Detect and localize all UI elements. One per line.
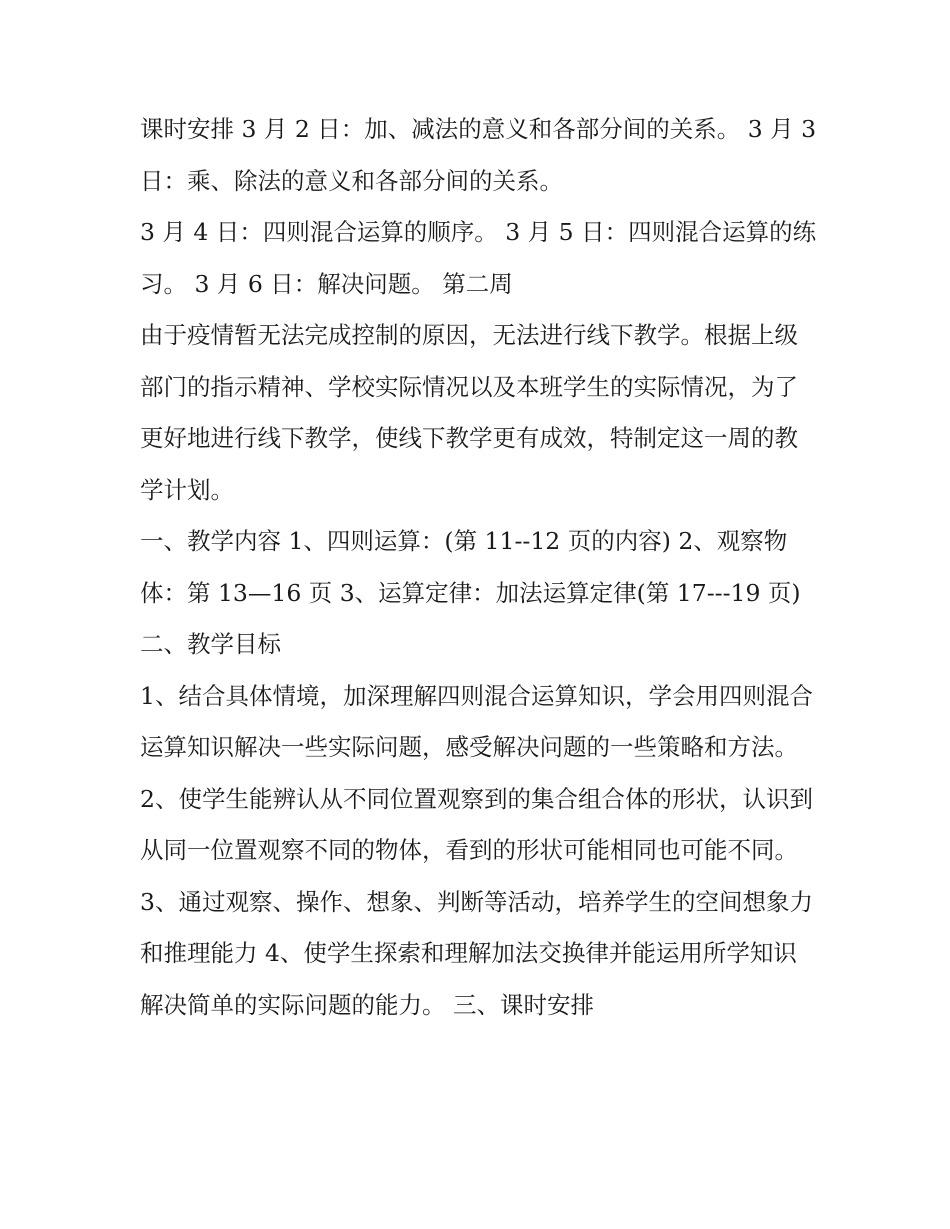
paragraph-schedule-week1: 课时安排 3 月 2 日：加、减法的意义和各部分间的关系。 3 月 3 日：乘、除法的意义和各部分间的关系。 (140, 115, 817, 195)
paragraph-goal-2: 2、使学生能辨认从不同位置观察到的集合组合体的形状，认识到从同一位置观察不同的物体，看到的形状可能相同也可能不同。 (140, 784, 813, 864)
paragraph-teaching-content: 一、教学内容 1、四则运算：(第 11--12 页的内容) 2、观察物体：第 13—16 页 3、运算定律：加法运算定律(第 17---19 页) (140, 527, 801, 607)
paragraph-background: 由于疫情暂无法完成控制的原因，无法进行线下教学。根据上级部门的指示精神、学校实际情况以及本班学生的实际情况，为了更好地进行线下教学，使线下教学更有成效，特制定这一周的教学计划。 (140, 321, 798, 504)
document-body (140, 104, 820, 1031)
paragraph-schedule-week1-cont: 3 月 4 日：四则混合运算的顺序。 3 月 5 日：四则混合运算的练习。 3 月 6 日：解决问题。 第二周 (140, 218, 817, 298)
paragraph-goal-3-4: 3、通过观察、操作、想象、判断等活动，培养学生的空间想象力和推理能力 4、使学生探索和理解加法交换律并能运用所学知识解决简单的实际问题的能力。 三、课时安排 (140, 887, 813, 1019)
heading-teaching-goals: 二、教学目标 (140, 630, 281, 658)
paragraph-goal-1: 1、结合具体情境，加深理解四则混合运算知识，学会用四则混合运算知识解决一些实际问题，感受解决问题的一些策略和方法。 (140, 681, 813, 761)
